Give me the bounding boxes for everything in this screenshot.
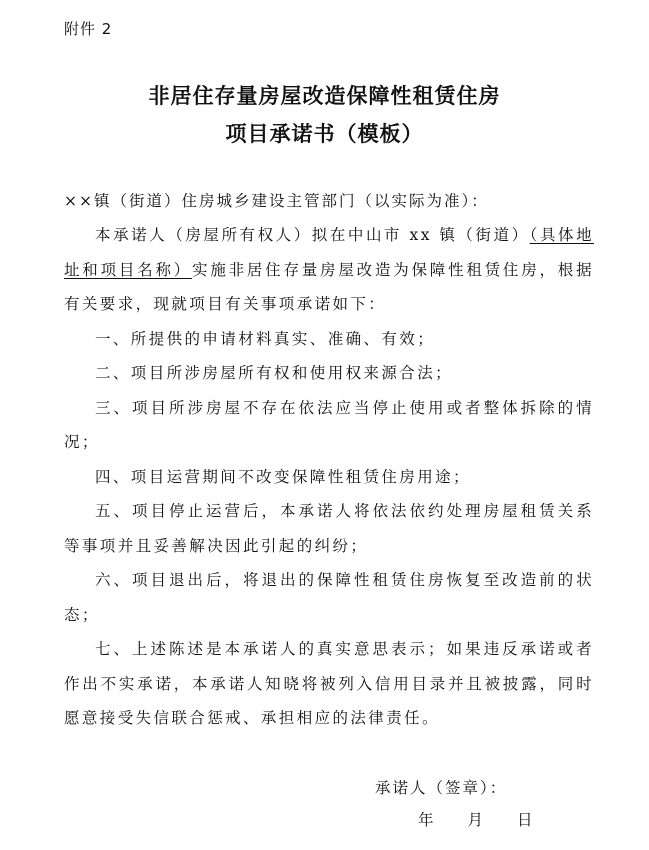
commitment-item-2: 二、项目所涉房屋所有权和使用权来源合法； xyxy=(95,364,454,382)
date-day-label: 日 xyxy=(517,811,533,829)
signature-label: 承诺人（签章）： xyxy=(375,779,508,797)
commitment-item-3: 三、项目所涉房屋不存在依法应当停止使用或者整体拆除的情况； xyxy=(64,398,594,451)
intro-text-2: 实施非居住存量房屋改造为保障性租赁住房，根据有关要求，现就项目有关事项承诺如下： xyxy=(64,260,594,313)
attachment-label: 附件 2 xyxy=(64,20,113,38)
addressee: ××镇（街道）住房城乡建设主管部门（以实际为准）： xyxy=(64,192,489,210)
date-month-label: 月 xyxy=(467,811,484,829)
signature-date xyxy=(418,808,533,830)
commitment-item-7: 七、上述陈述是本承诺人的真实意思表示；如果违反承诺或者作出不实承诺，本承诺人知晓将被列入信用目录并且被披露，同时愿意接受失信联合惩戒、承担相应的法律责任。 xyxy=(64,640,594,727)
document-body xyxy=(64,218,594,736)
commitment-item-4: 四、项目运营期间不改变保障性租赁住房用途； xyxy=(95,467,471,486)
commitment-item-5: 五、项目停止运营后，本承诺人将依法依约处理房屋租赁关系等事项并且妥善解决因此引起的纠纷； xyxy=(64,502,594,555)
commitment-item-6: 六、项目退出后，将退出的保障性租赁住房恢复至改造前的状态； xyxy=(64,571,594,624)
intro-paragraph xyxy=(64,218,594,322)
document-title-line2: 项目承诺书（模板） xyxy=(225,122,424,146)
intro-text-1: 本承诺人（房屋所有权人）拟在中山市 xx 镇（街道） xyxy=(95,226,530,244)
document-title-line1: 非居住存量房屋改造保障性租赁住房 xyxy=(148,84,501,108)
project-address-placeholder: （具体地址和项目名称） xyxy=(64,226,594,279)
date-year-label: 年 xyxy=(418,811,434,829)
commitment-item-1: 一、所提供的申请材料真实、准确、有效； xyxy=(95,329,436,348)
